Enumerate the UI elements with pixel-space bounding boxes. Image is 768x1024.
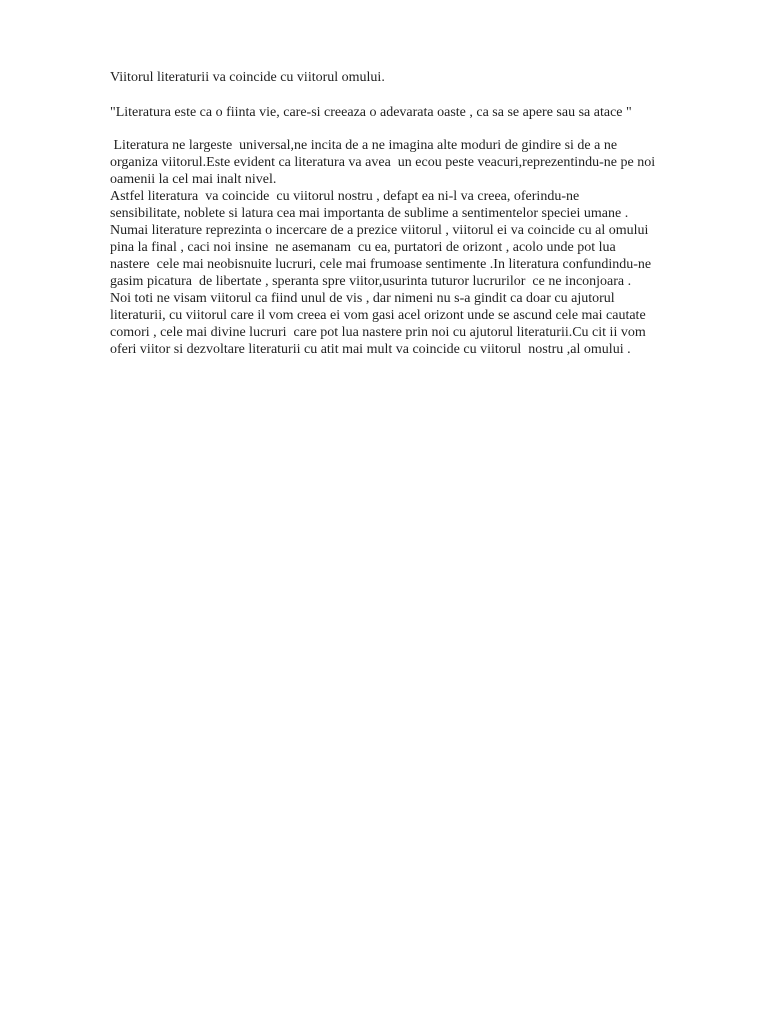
document-body-paragraph — [110, 137, 730, 358]
document-quote-line: "Literatura este ca o fiinta vie, care-si creeaza o adevarata oaste , ca sa se apere sau sa atace " — [110, 105, 632, 120]
body-text-line: gasim picatura de libertate , speranta spre viitor,usurinta tuturor lucrurilor ce ne inconjoara . — [110, 274, 632, 289]
body-text-line: pina la final , caci noi insine ne asemanam cu ea, purtatori de orizont , acolo unde pot lua — [110, 240, 616, 255]
body-text-line: organiza viitorul.Este evident ca literatura va avea un ecou peste veacuri,reprezentindu-ne pe noi — [110, 155, 656, 170]
body-text-line: Noi toti ne visam viitorul ca fiind unul de vis , dar nimeni nu s-a gindit ca doar cu ajutorul — [110, 291, 615, 306]
document-title-line: Viitorul literaturii va coincide cu viitorul omului. — [110, 70, 385, 85]
body-text-line: comori , cele mai divine lucruri care pot lua nastere prin noi cu ajutorul literaturii.Cu cit ii vom — [110, 325, 646, 340]
body-text-line: Literatura ne largeste universal,ne incita de a ne imagina alte moduri de gindire si de a ne — [110, 138, 618, 153]
body-text-line: Astfel literatura va coincide cu viitorul nostru , defapt ea ni-l va creea, oferindu-ne — [110, 189, 580, 204]
document-text-block — [110, 69, 730, 358]
body-text-line: literaturii, cu viitorul care il vom creea ei vom gasi acel orizont unde se ascund cele mai cautate — [110, 308, 646, 323]
body-text-line: oamenii la cel mai inalt nivel. — [110, 172, 277, 187]
body-text-line: oferi viitor si dezvoltare literaturii cu atit mai mult va coincide cu viitorul nostru ,al omului . — [110, 342, 631, 357]
body-text-line: sensibilitate, noblete si latura cea mai importanta de sublime a sentimentelor speciei umane . — [110, 206, 629, 221]
body-text-line: Numai literature reprezinta o incercare de a prezice viitorul , viitorul ei va coincide cu al omului — [110, 223, 649, 238]
body-text-line: nastere cele mai neobisnuite lucruri, cele mai frumoase sentimente .In literatura confundindu-ne — [110, 257, 652, 272]
